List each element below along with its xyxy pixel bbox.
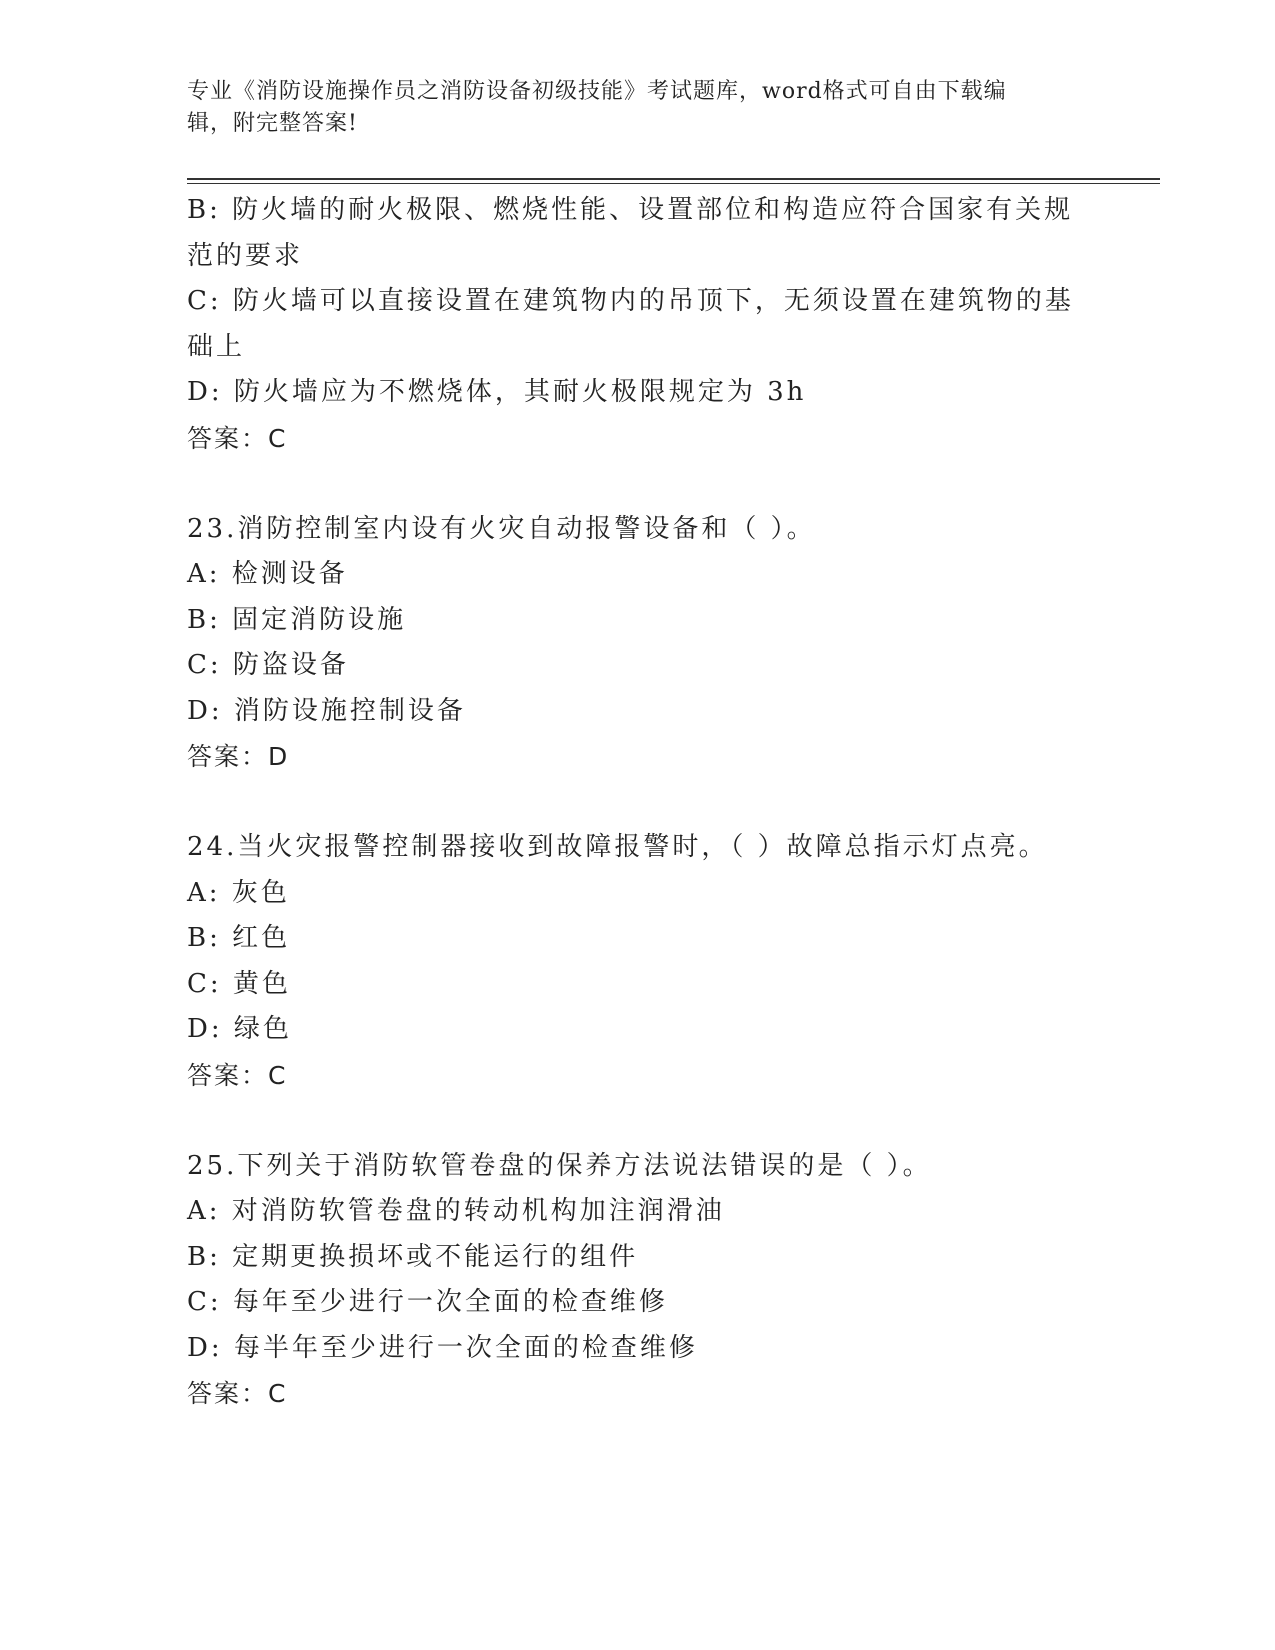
option-d: D: 防火墙应为不燃烧体，其耐火极限规定为 3h — [187, 377, 807, 407]
option-c-line-1: C: 防火墙可以直接设置在建筑物内的吊顶下，无须设置在建筑物的基 — [187, 286, 1074, 316]
option-a: A: 检测设备 — [187, 559, 348, 589]
option-b-line-1: B: 防火墙的耐火极限、燃烧性能、设置部位和构造应符合国家有关规 — [187, 195, 1074, 225]
option-c-line-2: 础上 — [187, 331, 246, 362]
question-content — [187, 188, 1087, 1417]
option-a: A: 灰色 — [187, 877, 290, 908]
answer: 答案：C — [187, 1060, 288, 1090]
answer: 答案：C — [187, 423, 288, 453]
option-a: A: 对消防软管卷盘的转动机构加注润滑油 — [187, 1196, 725, 1226]
header-line-2: 辑，附完整答案! — [187, 111, 358, 136]
option-d: D: 每半年至少进行一次全面的检查维修 — [187, 1332, 698, 1363]
header-line-1: 专业《消防设施操作员之消防设备初级技能》考试题库，word格式可自由下载编 — [187, 79, 1007, 104]
header-rule-thick — [187, 178, 1160, 180]
question-gap — [187, 780, 1087, 826]
option-c: C: 每年至少进行一次全面的检查维修 — [187, 1287, 668, 1317]
option-b: B: 红色 — [187, 923, 291, 953]
option-d: D: 消防设施控制设备 — [187, 695, 466, 726]
option-c: C: 黄色 — [187, 968, 291, 999]
answer: 答案：C — [187, 1379, 288, 1408]
header-rule-thin — [187, 183, 1160, 184]
question-stem: 25.下列关于消防软管卷盘的保养方法说法错误的是（ ）。 — [187, 1150, 932, 1181]
question-gap — [187, 461, 1087, 507]
option-b-line-2: 范的要求 — [187, 240, 304, 271]
document-header — [187, 76, 1067, 140]
option-b: B: 定期更换损坏或不能运行的组件 — [187, 1241, 639, 1272]
question-24 — [187, 825, 1087, 1098]
option-c: C: 防盗设备 — [187, 650, 349, 680]
option-b: B: 固定消防设施 — [187, 604, 407, 635]
previous-question-tail — [187, 188, 1087, 461]
question-gap — [187, 1098, 1087, 1144]
question-stem: 23.消防控制室内设有火灾自动报警设备和（ ）。 — [187, 513, 816, 544]
answer: 答案：D — [187, 742, 290, 771]
question-25 — [187, 1144, 1087, 1417]
option-d: D: 绿色 — [187, 1014, 292, 1044]
question-stem: 24.当火灾报警控制器接收到故障报警时，（ ）故障总指示灯点亮。 — [187, 832, 1048, 862]
question-23 — [187, 507, 1087, 780]
